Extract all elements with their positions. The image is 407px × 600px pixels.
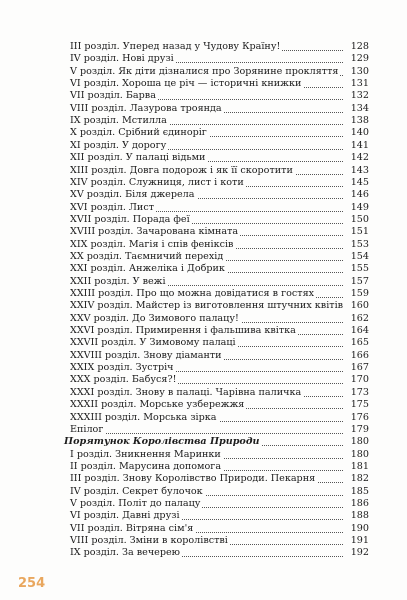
entry-page-number: 160 [350, 300, 369, 312]
entry-title: XVI розділ. Лист [70, 201, 154, 213]
entry-page-number: 154 [350, 250, 369, 262]
entry-title: ІІІ розділ. Уперед назад у Чудову Країну! [70, 41, 281, 52]
entry-title: IV розділ. Секрет булочок [70, 485, 203, 497]
entry-title: IX розділ. За вечерею [70, 547, 181, 559]
entry-page-number: 162 [350, 312, 369, 324]
page-number: 254 [18, 576, 46, 591]
entry-title: VIII розділ. Лазурова троянда [70, 102, 222, 114]
entry-page-number: 134 [350, 102, 369, 114]
entry-title: XXIX розділ. Зустріч [70, 362, 174, 374]
entry-page-number: 138 [350, 115, 369, 127]
entry-page-number: 175 [350, 399, 369, 411]
entry-title: XXI розділ. Анжеліка і Добрик [70, 263, 225, 275]
entry-page-number: 166 [350, 349, 369, 361]
entry-title: IX розділ. Мстилла [70, 115, 167, 127]
entry-page-number: 128 [350, 41, 369, 52]
entry-page-number: 182 [350, 473, 369, 485]
entry-title: XI розділ. У дорогу [70, 139, 167, 151]
entry-title: XXXII розділ. Морське узбережжя [70, 399, 245, 411]
entry-page-number: 167 [350, 362, 369, 374]
entry-title: VIII розділ. Зміни в королівстві [70, 535, 228, 546]
entry-page-number: 155 [350, 263, 369, 275]
entry-page-number: 165 [350, 337, 369, 349]
section-title: Порятунок Королівства Природи [64, 436, 260, 448]
entry-title: XXII розділ. У вежі [70, 275, 166, 287]
dot-leader [70, 433, 343, 434]
entry-page-number: 186 [350, 497, 369, 509]
entry-title: І розділ. Зникнення Маринки [70, 448, 221, 460]
entry-title: XIII розділ. Довга подорож і як її скоротити [70, 164, 293, 176]
entry-page-number: 190 [350, 522, 369, 534]
entry-page-number: 151 [350, 226, 369, 238]
entry-page-number: 180 [350, 436, 369, 448]
entry-page-number: 132 [350, 90, 369, 102]
entry-page-number: 145 [350, 176, 369, 188]
entry-page-number: 157 [350, 275, 369, 287]
entry-page-number: 170 [350, 374, 369, 386]
entry-title: Епілог [70, 423, 104, 435]
entry-page-number: 164 [350, 325, 369, 337]
entry-title: X розділ. Срібний єдиноріг [70, 127, 207, 139]
entry-title: XXX розділ. Бабуся?! [70, 374, 177, 386]
entry-page-number: 146 [350, 189, 369, 201]
entry-page-number: 141 [350, 139, 369, 151]
entry-page-number: 192 [350, 547, 369, 559]
entry-page-number: 176 [350, 411, 369, 423]
entry-page-number: 129 [350, 53, 369, 65]
entry-page-number: 131 [350, 78, 369, 90]
entry-title: ІІІ розділ. Знову Королівство Природи. Пекарня [70, 473, 316, 485]
entry-title: XXXIII розділ. Морська зірка [70, 411, 217, 423]
entry-title: VI розділ. Давні друзі [70, 510, 180, 522]
entry-title: XII розділ. У палаці відьми [70, 152, 206, 164]
entry-title: XXVII розділ. У Зимовому палаці [70, 337, 236, 349]
entry-title: XXVIII розділ. Знову діаманти [70, 349, 222, 361]
entry-title: XXVI розділ. Примирення і фальшива квітка [70, 325, 296, 337]
entry-page-number: 180 [350, 448, 369, 460]
entry-page-number: 153 [350, 238, 369, 250]
entry-title: XXV розділ. До Зимового палацу! [70, 312, 239, 324]
entry-page-number: 179 [350, 423, 369, 435]
entry-title: XVII розділ. Порада феї [70, 213, 190, 225]
entry-page-number: 191 [350, 535, 369, 546]
entry-page-number: 143 [350, 164, 369, 176]
entry-title: XIX розділ. Магія і спів феніксів [70, 238, 234, 250]
toc-entry [0, 546, 407, 560]
entry-page-number: 130 [350, 65, 369, 77]
entry-title: XXXI розділ. Знову в палаці. Чарівна паличка [70, 386, 302, 398]
entry-title: XIV розділ. Служниця, лист і коти [70, 176, 244, 188]
entry-title: XX розділ. Таємничий перехід [70, 250, 224, 262]
entry-page-number: 149 [350, 201, 369, 213]
entry-title: VII розділ. Барва [70, 90, 156, 102]
entry-title: ІІ розділ. Марусина допомога [70, 460, 222, 472]
entry-page-number: 185 [350, 485, 369, 497]
entry-title: XXIV розділ. Майстер із виготовлення штучних квітів [70, 300, 344, 312]
entry-page-number: 159 [350, 288, 369, 299]
entry-title: V розділ. Як діти дізналися про Зорянине прокляття [70, 65, 339, 77]
entry-title: VI розділ. Хороша це річ — історичні книжки [70, 78, 302, 90]
entry-title: XXIII розділ. Про що можна довідатися в гостях [70, 288, 315, 299]
entry-page-number: 181 [350, 460, 369, 472]
entry-page-number: 173 [350, 386, 369, 398]
entry-title: V розділ. Політ до палацу [70, 497, 201, 509]
entry-title: VII розділ. Вітряна сім'я [70, 522, 194, 534]
entry-title: XV розділ. Біля джерела [70, 189, 195, 201]
entry-page-number: 140 [350, 127, 369, 139]
entry-title: XVIII розділ. Зачарована кімната [70, 226, 239, 238]
entry-title: IV розділ. Нові друзі [70, 53, 174, 65]
entry-page-number: 150 [350, 213, 369, 225]
entry-page-number: 188 [350, 510, 369, 522]
entry-page-number: 142 [350, 152, 369, 164]
